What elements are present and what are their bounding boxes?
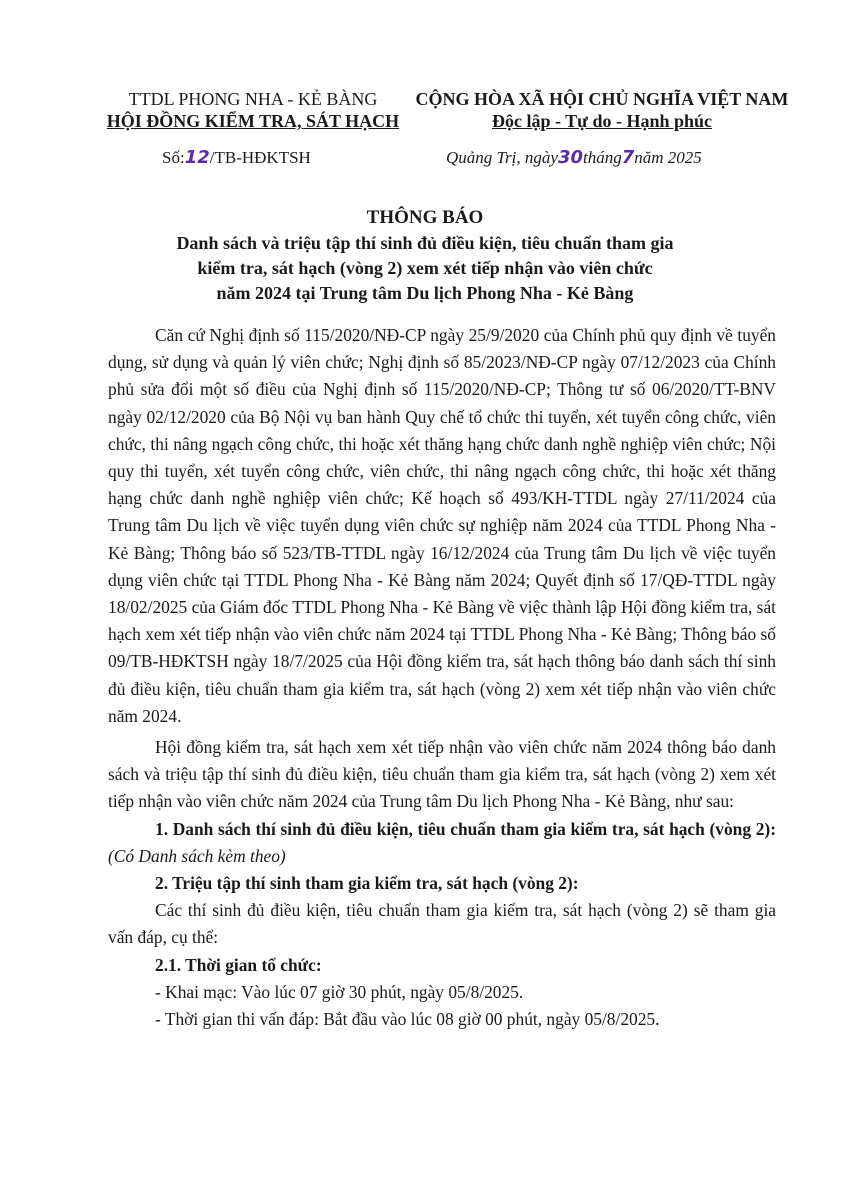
subtitle-line-3: năm 2024 tại Trung tâm Du lịch Phong Nha - Kẻ Bàng: [216, 283, 634, 303]
issuer-council: HỘI ĐỒNG KIỂM TRA, SÁT HẠCH: [106, 111, 400, 131]
subtitle-line-2: kiểm tra, sát hạch (vòng 2) xem xét tiếp nhận vào viên chức: [197, 258, 653, 278]
opening-time-item: - Khai mạc: Vào lúc 07 giờ 30 phút, ngày 05/8/2025.: [155, 981, 524, 1002]
national-title: CỘNG HÒA XÃ HỘI CHỦ NGHĨA VIỆT NAM: [415, 89, 789, 109]
handwritten-number: 12: [184, 147, 210, 168]
national-header: [412, 88, 792, 132]
issuer-organization: TTDL PHONG NHA - KẺ BÀNG: [128, 89, 378, 109]
section-1-heading: 1. Danh sách thí sinh đủ điều kiện, tiêu chuẩn tham gia kiểm tra, sát hạch (vòng 2): (Có Danh sách kèm theo): [108, 818, 776, 866]
handwritten-day: 30: [557, 147, 583, 168]
document-title: THÔNG BÁO: [366, 207, 484, 228]
section-2-paragraph: Các thí sinh đủ điều kiện, tiêu chuẩn tham gia kiểm tra, sát hạch (vòng 2) sẽ tham gia vấn đáp, cụ thể:: [108, 900, 776, 948]
section-2-heading: 2. Triệu tập thí sinh tham gia kiểm tra, sát hạch (vòng 2):: [155, 873, 579, 894]
issuer-header: [98, 88, 408, 132]
section-2-1-heading: 2.1. Thời gian tổ chức:: [155, 954, 322, 975]
announcement-paragraph: Hội đồng kiểm tra, sát hạch xem xét tiếp nhận vào viên chức năm 2024 thông báo danh sách và triệu tập thí sinh đủ điều kiện, tiêu chuẩn tham gia kiểm tra, sát hạch (vòng 2) xem xét tiếp nhận vào viên chức năm 2024 của Trung tâm Du lịch Phong Nha - Kẻ Bàng, như sau:: [108, 737, 776, 812]
document-title-block: [120, 205, 730, 306]
legal-basis-paragraph: Căn cứ Nghị định số 115/2020/NĐ-CP ngày 25/9/2020 của Chính phủ quy định về tuyển dụng, sử dụng và quản lý viên chức; Nghị định số 85/2023/NĐ-CP ngày 07/12/2023 của Chính phủ sửa đổi một số điều của Nghị định số 115/2020/NĐ-CP; Thông tư số 06/2020/TT-BNV ngày 02/12/2020 của Bộ Nội vụ ban hành Quy chế tổ chức thi tuyển, xét tuyển công chức, viên chức, thi nâng ngạch công chức, thi hoặc xét thăng hạng chức danh nghề nghiệp viên chức; Nội quy thi tuyển, xét tuyển công chức, viên chức, thi nâng ngạch công chức, thi hoặc xét thăng hạng chức danh nghề nghiệp viên chức; Kế hoạch số 493/KH-TTDL ngày 27/11/2024 của Trung tâm Du lịch về việc tuyển dụng viên chức sự nghiệp năm 2024 của TTDL Phong Nha - Kẻ Bàng; Thông báo số 523/TB-TTDL ngày 16/12/2024 của Trung tâm Du lịch về việc tuyển dụng viên chức tại TTDL Phong Nha - Kẻ Bàng năm 2024; Quyết định số 17/QĐ-TTDL ngày 18/02/2025 của Giám đốc TTDL Phong Nha - Kẻ Bàng về việc thành lập Hội đồng kiểm tra, sát hạch xem xét tiếp nhận vào viên chức năm 2024 tại TTDL Phong Nha - Kẻ Bàng; Thông báo số 09/TB-HĐKTSH ngày 18/7/2025 của Hội đồng kiểm tra, sát hạch thông báo danh sách thí sinh đủ điều kiện, tiêu chuẩn tham gia kiểm tra, sát hạch (vòng 2) xem xét tiếp nhận vào viên chức năm 2024.: [108, 325, 776, 726]
handwritten-month: 7: [621, 147, 635, 168]
document-number: Số:12/TB-HĐKTSH: [162, 147, 311, 168]
subtitle-line-1: Danh sách và triệu tập thí sinh đủ điều kiện, tiêu chuẩn tham gia: [176, 233, 674, 253]
document-date: Quảng Trị, ngày30tháng7năm 2025: [446, 147, 702, 168]
national-motto: Độc lập - Tự do - Hạnh phúc: [491, 111, 713, 131]
document-body: [108, 322, 776, 1033]
exam-time-item: - Thời gian thi vấn đáp: Bắt đầu vào lúc 08 giờ 00 phút, ngày 05/8/2025.: [155, 1009, 660, 1030]
